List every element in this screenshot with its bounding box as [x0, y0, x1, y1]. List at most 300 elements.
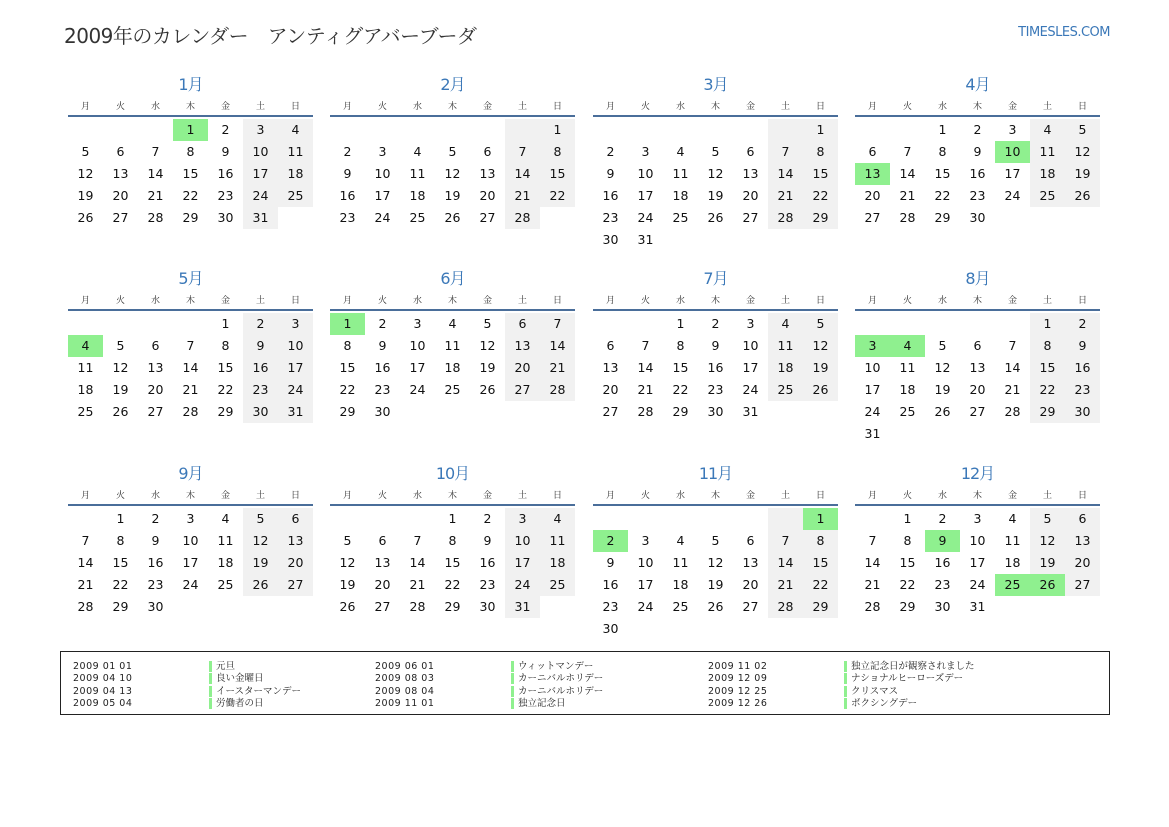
day-cell: 1 — [540, 119, 575, 141]
day-cell: 19 — [77, 188, 94, 203]
day-cell: 9 — [483, 533, 492, 548]
day-cell: 8 — [448, 533, 457, 548]
weekday-label: 火 — [377, 295, 387, 306]
day-cell: 26 — [339, 599, 356, 614]
day-cell: 4 — [1008, 511, 1017, 526]
day-cell: 8 — [803, 141, 838, 163]
weekday-label: 金 — [1007, 490, 1017, 501]
day-cell: 15 — [444, 555, 461, 570]
day-cell: 16 — [707, 360, 724, 375]
day-cell: 20 — [505, 357, 540, 379]
day-cell: 24 — [243, 185, 278, 207]
empty-cell — [628, 508, 663, 530]
day-cell: 18 — [77, 382, 94, 397]
day-cell: 10 — [637, 166, 654, 181]
holiday-day-cell: 10 — [995, 141, 1030, 163]
day-cell: 8 — [343, 338, 352, 353]
weekday-label: 金 — [482, 295, 492, 306]
day-cell: 3 — [278, 313, 313, 335]
day-cell: 6 — [746, 533, 755, 548]
month-8 — [855, 268, 1100, 445]
day-cell: 5 — [1065, 119, 1100, 141]
day-cell: 30 — [479, 599, 496, 614]
day-cell: 15 — [217, 360, 234, 375]
day-cell: 18 — [409, 188, 426, 203]
day-cell: 23 — [147, 577, 164, 592]
day-cell: 27 — [479, 210, 496, 225]
day-cell: 10 — [374, 166, 391, 181]
day-cell: 11 — [672, 166, 689, 181]
header-divider — [330, 504, 575, 506]
day-cell: 21 — [540, 357, 575, 379]
day-cell: 26 — [243, 574, 278, 596]
holiday-name: ウィットマンデー — [511, 661, 593, 672]
weekday-header — [68, 96, 313, 114]
holiday-day-cell: 25 — [995, 574, 1030, 596]
day-cell: 18 — [217, 555, 234, 570]
weekday-label: 木 — [185, 490, 195, 501]
day-cell: 30 — [707, 404, 724, 419]
day-cell: 30 — [1065, 401, 1100, 423]
month-name: 7月 — [703, 269, 728, 288]
holiday-row — [708, 673, 975, 686]
day-cell: 10 — [505, 530, 540, 552]
weekday-label: 水 — [675, 295, 685, 306]
weekday-label: 日 — [1077, 490, 1087, 501]
day-cell: 4 — [278, 119, 313, 141]
empty-cell — [960, 313, 995, 335]
holiday-date: 2009 06 01 — [375, 660, 435, 672]
weekday-label: 火 — [115, 295, 125, 306]
day-cell: 9 — [343, 166, 352, 181]
day-cell: 9 — [606, 555, 615, 570]
day-cell: 14 — [505, 163, 540, 185]
day-cell: 9 — [243, 335, 278, 357]
brand-logo-text[interactable]: TIMESLES.COM — [1018, 25, 1110, 40]
day-cell: 3 — [973, 511, 982, 526]
empty-cell — [68, 119, 103, 141]
day-cell: 25 — [672, 599, 689, 614]
day-cell: 7 — [81, 533, 90, 548]
day-cell: 13 — [147, 360, 164, 375]
weekday-label: 月 — [342, 490, 352, 501]
day-cell: 20 — [147, 382, 164, 397]
day-cell: 15 — [540, 163, 575, 185]
day-cell: 23 — [602, 210, 619, 225]
holiday-date: 2009 08 04 — [375, 685, 435, 697]
day-cell: 19 — [1030, 552, 1065, 574]
day-cell: 5 — [1030, 508, 1065, 530]
holiday-day-cell: 4 — [890, 335, 925, 357]
weekday-label: 水 — [150, 490, 160, 501]
weekday-label: 日 — [815, 490, 825, 501]
header-divider — [855, 309, 1100, 311]
day-cell: 14 — [899, 166, 916, 181]
day-cell: 27 — [969, 404, 986, 419]
holiday-date: 2009 11 02 — [708, 660, 768, 672]
day-cell: 15 — [112, 555, 129, 570]
day-cell: 1 — [448, 511, 457, 526]
holiday-name: カーニバルホリデー — [511, 673, 603, 684]
weekday-label: 木 — [185, 295, 195, 306]
day-cell: 13 — [374, 555, 391, 570]
day-cell: 24 — [278, 379, 313, 401]
weekday-label: 金 — [482, 101, 492, 112]
day-cell: 11 — [672, 555, 689, 570]
day-cell: 2 — [938, 511, 947, 526]
day-cell: 12 — [243, 530, 278, 552]
day-cell: 5 — [803, 313, 838, 335]
holiday-day-cell: 13 — [855, 163, 890, 185]
month-name: 5月 — [178, 269, 203, 288]
day-cell: 30 — [374, 404, 391, 419]
day-cell: 21 — [864, 577, 881, 592]
day-cell: 19 — [803, 357, 838, 379]
empty-cell — [470, 119, 505, 141]
empty-cell — [855, 119, 890, 141]
weekday-label: 土 — [1042, 295, 1052, 306]
day-cell: 29 — [672, 404, 689, 419]
day-grid — [593, 508, 838, 640]
day-cell: 8 — [938, 144, 947, 159]
day-cell: 1 — [803, 119, 838, 141]
day-cell: 27 — [278, 574, 313, 596]
day-cell: 18 — [278, 163, 313, 185]
weekday-label: 金 — [220, 295, 230, 306]
day-cell: 26 — [479, 382, 496, 397]
day-cell: 28 — [505, 207, 540, 229]
day-cell: 14 — [182, 360, 199, 375]
month-1 — [68, 74, 313, 229]
day-grid — [330, 313, 575, 423]
day-cell: 5 — [448, 144, 457, 159]
holiday-row — [708, 660, 975, 673]
weekday-label: 月 — [80, 101, 90, 112]
empty-cell — [330, 508, 365, 530]
day-cell: 16 — [217, 166, 234, 181]
day-cell: 13 — [742, 166, 759, 181]
day-grid — [593, 119, 838, 251]
day-cell: 2 — [343, 144, 352, 159]
weekday-label: 水 — [937, 295, 947, 306]
day-cell: 27 — [112, 210, 129, 225]
empty-cell — [173, 313, 208, 335]
weekday-label: 日 — [552, 295, 562, 306]
day-cell: 25 — [540, 574, 575, 596]
day-cell: 22 — [217, 382, 234, 397]
holiday-name: クリスマス — [844, 686, 898, 697]
day-cell: 26 — [934, 404, 951, 419]
month-name: 1月 — [178, 75, 203, 94]
day-cell: 19 — [479, 360, 496, 375]
day-cell: 12 — [112, 360, 129, 375]
day-cell: 30 — [602, 621, 619, 636]
day-cell: 27 — [1065, 574, 1100, 596]
day-cell: 31 — [742, 404, 759, 419]
weekday-label: 火 — [640, 295, 650, 306]
month-name: 12月 — [960, 464, 995, 483]
weekday-label: 金 — [1007, 295, 1017, 306]
day-cell: 18 — [768, 357, 803, 379]
weekday-label: 土 — [780, 101, 790, 112]
day-cell: 26 — [1065, 185, 1100, 207]
day-cell: 29 — [339, 404, 356, 419]
empty-cell — [768, 119, 803, 141]
day-cell: 6 — [868, 144, 877, 159]
day-cell: 30 — [243, 401, 278, 423]
day-cell: 9 — [973, 144, 982, 159]
holiday-row — [73, 685, 301, 698]
day-cell: 2 — [711, 316, 720, 331]
weekday-header — [330, 96, 575, 114]
day-cell: 31 — [505, 596, 540, 618]
day-cell: 10 — [637, 555, 654, 570]
day-cell: 9 — [1065, 335, 1100, 357]
weekday-label: 土 — [517, 490, 527, 501]
day-cell: 1 — [676, 316, 685, 331]
day-cell: 12 — [934, 360, 951, 375]
day-cell: 15 — [803, 163, 838, 185]
day-cell: 4 — [540, 508, 575, 530]
holiday-date: 2009 11 01 — [375, 698, 435, 710]
day-cell: 11 — [278, 141, 313, 163]
empty-cell — [103, 119, 138, 141]
day-cell: 21 — [409, 577, 426, 592]
day-cell: 16 — [602, 188, 619, 203]
day-cell: 14 — [637, 360, 654, 375]
weekday-header — [330, 485, 575, 503]
day-cell: 7 — [1008, 338, 1017, 353]
holiday-row — [375, 685, 603, 698]
day-cell: 29 — [899, 599, 916, 614]
day-cell: 12 — [707, 555, 724, 570]
day-cell: 4 — [448, 316, 457, 331]
day-cell: 29 — [1030, 401, 1065, 423]
day-cell: 25 — [768, 379, 803, 401]
day-cell: 14 — [409, 555, 426, 570]
day-cell: 7 — [413, 533, 422, 548]
day-cell: 15 — [1030, 357, 1065, 379]
day-cell: 3 — [186, 511, 195, 526]
day-cell: 8 — [676, 338, 685, 353]
day-cell: 9 — [151, 533, 160, 548]
day-cell: 29 — [217, 404, 234, 419]
day-cell: 2 — [1065, 313, 1100, 335]
day-cell: 30 — [147, 599, 164, 614]
day-cell: 21 — [77, 577, 94, 592]
day-cell: 2 — [606, 144, 615, 159]
day-cell: 23 — [243, 379, 278, 401]
day-cell: 29 — [182, 210, 199, 225]
day-cell: 19 — [707, 188, 724, 203]
day-cell: 12 — [803, 335, 838, 357]
day-cell: 10 — [182, 533, 199, 548]
weekday-label: 火 — [640, 490, 650, 501]
day-cell: 3 — [243, 119, 278, 141]
day-cell: 29 — [803, 207, 838, 229]
day-cell: 19 — [444, 188, 461, 203]
day-cell: 16 — [479, 555, 496, 570]
day-cell: 8 — [1030, 335, 1065, 357]
weekday-label: 月 — [80, 490, 90, 501]
day-cell: 1 — [221, 316, 230, 331]
empty-cell — [400, 508, 435, 530]
day-cell: 24 — [742, 382, 759, 397]
day-cell: 27 — [864, 210, 881, 225]
holiday-column-1 — [73, 660, 301, 710]
empty-cell — [890, 313, 925, 335]
holiday-day-cell: 1 — [173, 119, 208, 141]
weekday-label: 土 — [1042, 490, 1052, 501]
day-cell: 28 — [182, 404, 199, 419]
day-cell: 11 — [899, 360, 916, 375]
weekday-label: 木 — [710, 295, 720, 306]
day-cell: 1 — [903, 511, 912, 526]
day-cell: 29 — [444, 599, 461, 614]
day-cell: 15 — [672, 360, 689, 375]
day-cell: 24 — [969, 577, 986, 592]
weekday-label: 火 — [115, 101, 125, 112]
day-cell: 26 — [77, 210, 94, 225]
month-name: 2月 — [440, 75, 465, 94]
day-cell: 10 — [969, 533, 986, 548]
empty-cell — [365, 119, 400, 141]
holiday-date: 2009 12 25 — [708, 685, 768, 697]
header-divider — [330, 115, 575, 117]
day-cell: 12 — [77, 166, 94, 181]
day-cell: 15 — [934, 166, 951, 181]
day-cell: 21 — [768, 574, 803, 596]
day-cell: 20 — [374, 577, 391, 592]
day-cell: 5 — [711, 533, 720, 548]
day-cell: 28 — [147, 210, 164, 225]
day-cell: 24 — [409, 382, 426, 397]
holiday-date: 2009 01 01 — [73, 660, 133, 672]
weekday-header — [855, 96, 1100, 114]
day-cell: 31 — [243, 207, 278, 229]
day-cell: 10 — [742, 338, 759, 353]
day-cell: 24 — [1004, 188, 1021, 203]
day-cell: 14 — [540, 335, 575, 357]
weekday-label: 月 — [605, 295, 615, 306]
day-cell: 27 — [374, 599, 391, 614]
weekday-label: 土 — [1042, 101, 1052, 112]
weekday-header — [593, 96, 838, 114]
month-name: 8月 — [965, 269, 990, 288]
day-cell: 24 — [505, 574, 540, 596]
day-cell: 10 — [278, 335, 313, 357]
day-cell: 16 — [969, 166, 986, 181]
day-cell: 22 — [540, 185, 575, 207]
day-cell: 6 — [378, 533, 387, 548]
weekday-header — [593, 485, 838, 503]
day-cell: 2 — [378, 316, 387, 331]
day-grid — [855, 313, 1100, 445]
month-6 — [330, 268, 575, 423]
empty-cell — [505, 119, 540, 141]
day-cell: 21 — [1004, 382, 1021, 397]
day-cell: 8 — [540, 141, 575, 163]
weekday-label: 月 — [80, 295, 90, 306]
header-divider — [855, 504, 1100, 506]
day-cell: 22 — [803, 185, 838, 207]
day-cell: 5 — [243, 508, 278, 530]
day-cell: 6 — [606, 338, 615, 353]
day-cell: 17 — [637, 577, 654, 592]
day-cell: 8 — [116, 533, 125, 548]
weekday-label: 日 — [290, 101, 300, 112]
holiday-list — [60, 651, 1110, 715]
day-cell: 13 — [742, 555, 759, 570]
weekday-label: 木 — [447, 490, 457, 501]
day-cell: 25 — [278, 185, 313, 207]
day-cell: 10 — [409, 338, 426, 353]
day-cell: 17 — [969, 555, 986, 570]
day-cell: 16 — [1065, 357, 1100, 379]
day-cell: 19 — [243, 552, 278, 574]
day-cell: 6 — [1065, 508, 1100, 530]
weekday-label: 木 — [972, 295, 982, 306]
day-cell: 13 — [479, 166, 496, 181]
day-grid — [330, 119, 575, 229]
day-cell: 18 — [1030, 163, 1065, 185]
day-cell: 17 — [182, 555, 199, 570]
day-cell: 21 — [505, 185, 540, 207]
weekday-label: 金 — [1007, 101, 1017, 112]
day-cell: 23 — [707, 382, 724, 397]
day-cell: 11 — [1004, 533, 1021, 548]
day-cell: 16 — [602, 577, 619, 592]
day-cell: 27 — [147, 404, 164, 419]
day-cell: 17 — [864, 382, 881, 397]
day-cell: 12 — [444, 166, 461, 181]
day-cell: 12 — [339, 555, 356, 570]
holiday-column-2 — [375, 660, 603, 710]
day-cell: 6 — [116, 144, 125, 159]
day-cell: 5 — [938, 338, 947, 353]
day-cell: 2 — [973, 122, 982, 137]
day-cell: 19 — [707, 577, 724, 592]
weekday-label: 火 — [377, 490, 387, 501]
empty-cell — [435, 119, 470, 141]
day-cell: 20 — [742, 188, 759, 203]
empty-cell — [628, 119, 663, 141]
day-cell: 6 — [483, 144, 492, 159]
empty-cell — [628, 313, 663, 335]
day-cell: 30 — [969, 210, 986, 225]
day-cell: 11 — [540, 530, 575, 552]
day-cell: 23 — [969, 188, 986, 203]
empty-cell — [698, 119, 733, 141]
weekday-label: 月 — [605, 490, 615, 501]
empty-cell — [925, 313, 960, 335]
day-cell: 20 — [1065, 552, 1100, 574]
day-cell: 17 — [374, 188, 391, 203]
empty-cell — [890, 119, 925, 141]
month-name: 9月 — [178, 464, 203, 483]
weekday-label: 火 — [115, 490, 125, 501]
day-cell: 21 — [637, 382, 654, 397]
day-cell: 25 — [409, 210, 426, 225]
weekday-label: 水 — [937, 490, 947, 501]
day-cell: 3 — [641, 144, 650, 159]
weekday-header — [68, 485, 313, 503]
page-title: 2009年のカレンダー アンティグアバーブーダ — [64, 24, 477, 48]
weekday-label: 土 — [255, 295, 265, 306]
weekday-label: 日 — [1077, 295, 1087, 306]
day-cell: 8 — [803, 530, 838, 552]
empty-cell — [768, 508, 803, 530]
